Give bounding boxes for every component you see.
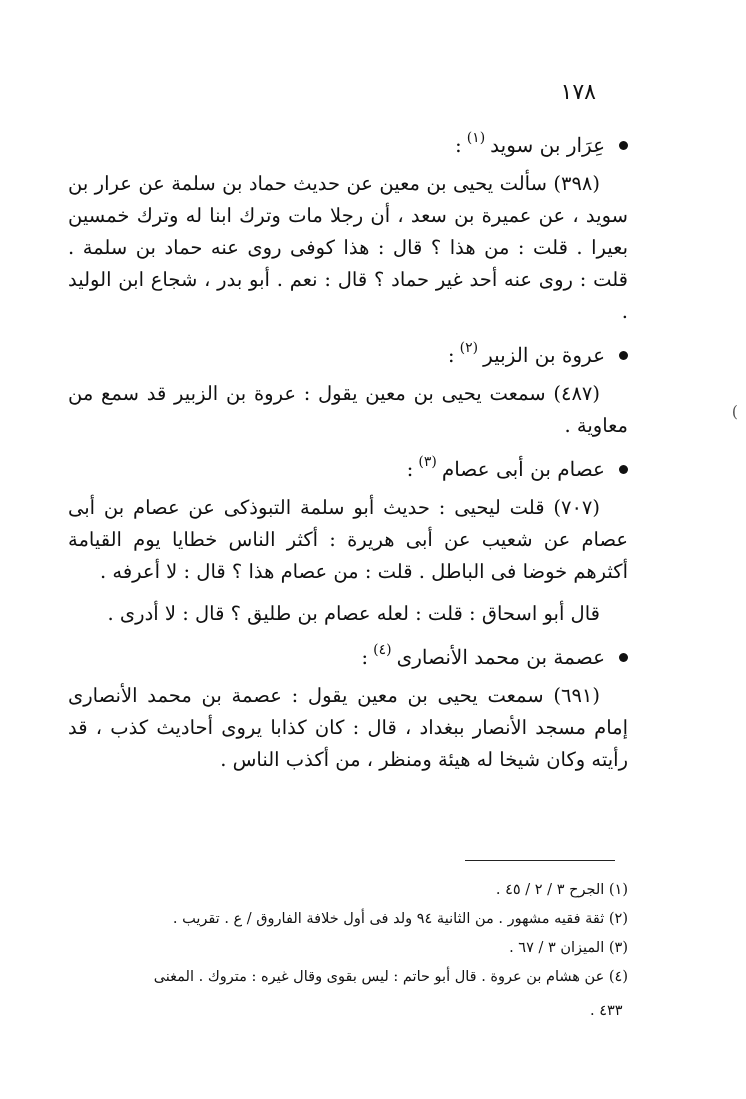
heading-colon: : xyxy=(454,133,462,157)
narrator-name: عروة بن الزبير xyxy=(483,343,605,367)
footnote-ref: (٢) xyxy=(459,340,479,356)
entry-heading xyxy=(68,452,628,486)
heading-colon: : xyxy=(406,457,414,481)
footnotes xyxy=(28,876,628,992)
footnote-divider xyxy=(465,860,615,861)
entry xyxy=(68,640,628,776)
bullet-icon xyxy=(619,465,628,474)
footnote: (١) الجرح ٣ / ٢ / ٤٥ . xyxy=(495,882,628,898)
bullet-icon xyxy=(619,141,628,150)
footnote: (٣) الميزان ٣ / ٦٧ . xyxy=(509,940,628,956)
margin-mark: ( xyxy=(731,402,738,421)
footnote: (٤) عن هشام بن عروة . قال أبو حاتم : ليس بقوى وقال غيره : متروك . المغنى xyxy=(153,969,628,985)
entry-heading xyxy=(68,640,628,674)
entry xyxy=(68,338,628,442)
heading-colon: : xyxy=(361,645,369,669)
main-text xyxy=(68,128,628,786)
narrator-name: عصام بن أبى عصام xyxy=(441,457,605,481)
entry xyxy=(68,452,628,630)
footnote-ref: (١) xyxy=(466,130,486,146)
narrator-name: عصمة بن محمد الأنصارى xyxy=(396,645,605,669)
bullet-icon xyxy=(619,351,628,360)
footnote-ref: (٣) xyxy=(418,454,437,470)
footnote-ref: (٤) xyxy=(373,642,392,658)
heading-colon: : xyxy=(447,343,455,367)
entry-paragraph: قال أبو اسحاق : قلت : لعله عصام بن طليق ؟ قال : لا أدرى . xyxy=(107,602,600,625)
entry-paragraph: (٤٨٧) سمعت يحيى بن معين يقول : عروة بن الزبير قد سمع من معاوية . xyxy=(68,382,628,437)
page-number: ١٧٨ xyxy=(560,80,596,105)
entry-paragraph: (٧٠٧) قلت ليحيى : حديث أبو سلمة التبوذكى عن عصام بن أبى عصام عن شعيب عن أبى هريرة : أكثر الناس خطايا يوم القيامة أكثرهم خوضا فى الباطل . قلت : من عصام هذا ؟ قال : لا أعرفه . xyxy=(68,496,628,583)
entry-heading xyxy=(68,128,628,162)
narrator-name: عِرَار بن سويد xyxy=(490,133,605,157)
footnote-continuation-number: ٤٣٣ . xyxy=(590,1003,623,1019)
bullet-icon xyxy=(619,653,628,662)
entry-heading xyxy=(68,338,628,372)
entry xyxy=(68,128,628,328)
footnote: (٢) ثقة فقيه مشهور . من الثانية ٩٤ ولد فى أول خلافة الفاروق / ع . تقريب . xyxy=(172,911,628,927)
entry-paragraph: (٦٩١) سمعت يحيى بن معين يقول : عصمة بن محمد الأنصارى إمام مسجد الأنصار ببغداد ، قال : كان كذابا يروى أحاديث كذب ، قد رأيته وكان شيخا له هيئة ومنظر ، من أكذب الناس . xyxy=(68,684,628,771)
entry-paragraph: (٣٩٨) سألت يحيى بن معين عن حديث حماد بن سلمة عن عرار بن سويد ، عن عميرة بن سعد ، أن رجلا مات وترك ابنا له وترك خمسين بعيرا . قلت : من هذا ؟ قال : هذا كوفى روى عنه حماد بن سلمة . قلت : روى عنه أحد غير حماد ؟ قال : نعم . أبو بدر ، شجاع ابن الوليد . xyxy=(68,172,628,323)
